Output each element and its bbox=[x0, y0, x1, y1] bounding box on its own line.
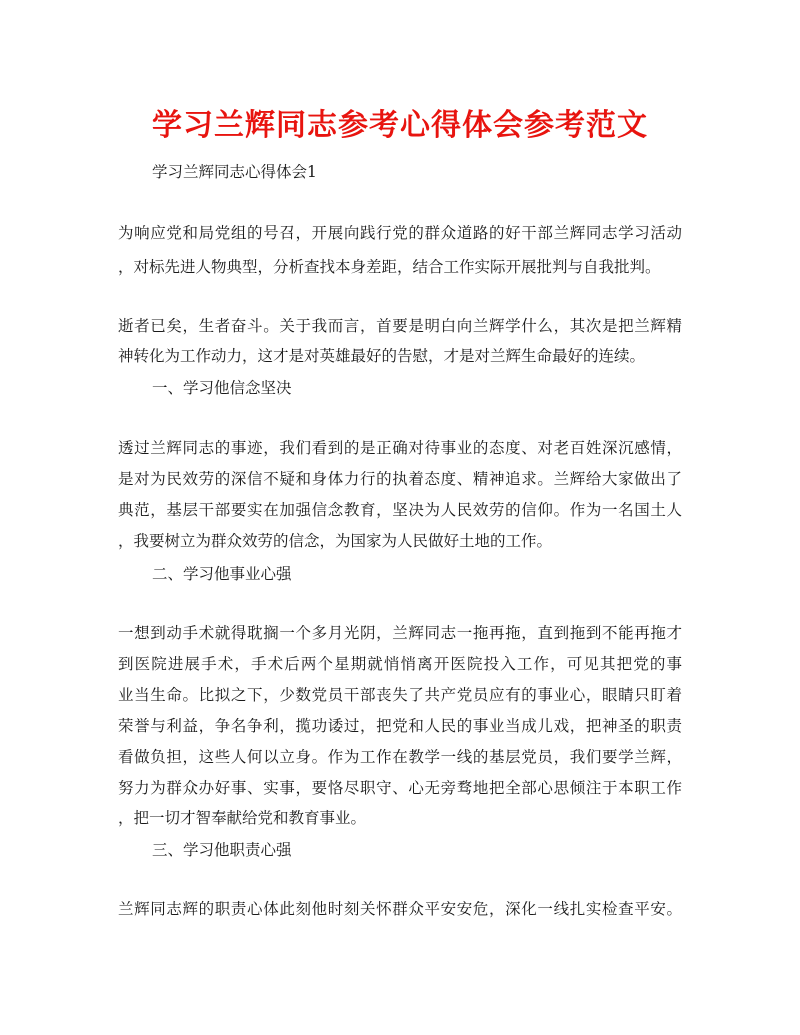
paragraph-4-line-5: 看做负担，这些人何以立身。作为工作在教学一线的基层党员，我们要学兰辉， bbox=[118, 748, 682, 766]
paragraph-2-line-1: 逝者已矣，生者奋斗。关于我而言，首要是明白向兰辉学什么，其次是把兰辉精 bbox=[118, 317, 682, 335]
paragraph-4-line-3: 业当生命。比拟之下，少数党员干部丧失了共产党员应有的事业心，眼睛只盯着 bbox=[118, 686, 682, 704]
paragraph-1-line-1: 为响应党和局党组的号召，开展向践行党的群众道路的好干部兰辉同志学习活动 bbox=[118, 224, 682, 242]
paragraph-1-line-2: ，对标先进人物典型，分析查找本身差距，结合工作实际开展批判与自我批判。 bbox=[118, 258, 661, 276]
document-subtitle: 学习兰辉同志心得体会1 bbox=[152, 163, 317, 181]
paragraph-2-line-2: 神转化为工作动力，这才是对英雄最好的告慰，才是对兰辉生命最好的连续。 bbox=[118, 347, 646, 365]
section-heading-3: 三、学习他职责心强 bbox=[152, 841, 292, 859]
paragraph-4-line-1: 一想到动手术就得耽搁一个多月光阴，兰辉同志一拖再拖，直到拖到不能再拖才 bbox=[118, 624, 682, 642]
paragraph-5-line-1: 兰辉同志辉的职责心体此刻他时刻关怀群众平安安危，深化一线扎实检查平安。 bbox=[118, 900, 682, 918]
paragraph-4-line-4: 荣誉与利益，争名争利，揽功诿过，把党和人民的事业当成儿戏，把神圣的职责 bbox=[118, 717, 682, 735]
paragraph-4-line-2: 到医院进展手术，手术后两个星期就悄悄离开医院投入工作，可见其把党的事 bbox=[118, 655, 682, 673]
paragraph-4-line-6: 努力为群众办好事、实事，要恪尽职守、心无旁骛地把全部心思倾注于本职工作 bbox=[118, 779, 682, 797]
paragraph-3-line-3: 典范，基层干部要实在加强信念教育，坚决为人民效劳的信仰。作为一名国土人 bbox=[118, 501, 682, 519]
paragraph-3-line-4: ，我要树立为群众效劳的信念，为国家为人民做好土地的工作。 bbox=[118, 532, 553, 550]
paragraph-3-line-1: 透过兰辉同志的事迹，我们看到的是正确对待事业的态度、对老百姓深沉感情， bbox=[118, 439, 682, 457]
section-heading-2: 二、学习他事业心强 bbox=[152, 565, 292, 583]
document-title: 学习兰辉同志参考心得体会参考范文 bbox=[152, 108, 648, 143]
section-heading-1: 一、学习他信念坚决 bbox=[152, 379, 292, 397]
paragraph-4-line-7: ，把一切才智奉献给党和教育事业。 bbox=[118, 809, 367, 827]
paragraph-3-line-2: 是对为民效劳的深信不疑和身体力行的执着态度、精神追求。兰辉给大家做出了 bbox=[118, 470, 682, 488]
